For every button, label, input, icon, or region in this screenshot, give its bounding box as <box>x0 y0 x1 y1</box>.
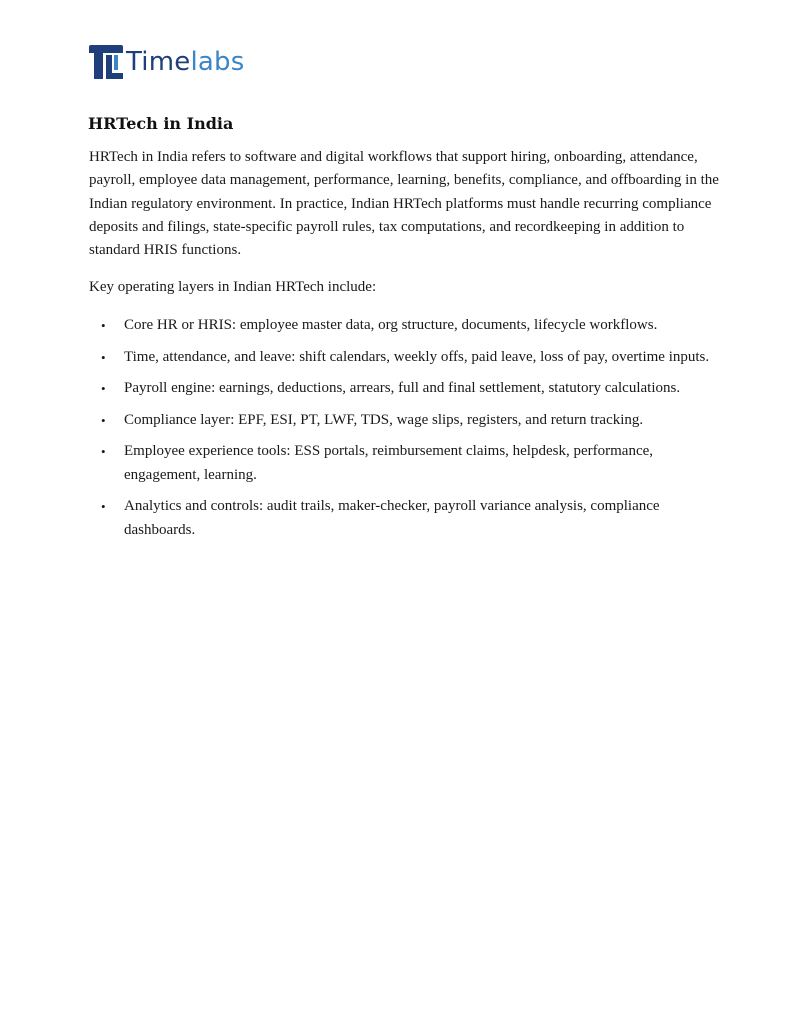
document-content <box>89 110 719 550</box>
list-item-text: Employee experience tools: ESS portals, reimbursement claims, helpdesk, performance, engagement, learning. <box>124 443 654 483</box>
logo-word-time: Time <box>126 47 191 77</box>
bullet-icon: • <box>101 318 106 334</box>
list-item <box>89 314 719 338</box>
intro-paragraph: HRTech in India refers to software and digital workflows that support hiring, onboarding, attendance, payroll, employee data management, performance, learning, benefits, compliance, and offboarding in the Indian regulatory environment. In practice, Indian HRTech platforms must handle recurring compliance deposits and filings, state-specific payroll rules, tax computations, and recordkeeping in addition to standard HRIS functions. <box>89 149 719 259</box>
list-item <box>89 495 719 542</box>
operating-layers-list <box>89 314 719 542</box>
logo-wordmark <box>126 45 244 79</box>
timelabs-logo <box>88 44 244 80</box>
bullet-icon: • <box>101 412 106 428</box>
list-item-text: Time, attendance, and leave: shift calendars, weekly offs, paid leave, loss of pay, overtime inputs. <box>124 348 710 365</box>
list-intro: Key operating layers in Indian HRTech include: <box>89 279 377 296</box>
list-item-text: Core HR or HRIS: employee master data, org structure, documents, lifecycle workflows. <box>124 317 658 334</box>
list-item <box>89 409 719 433</box>
document-title: HRTech in India <box>88 114 234 133</box>
list-item <box>89 377 719 401</box>
bullet-icon: • <box>101 499 106 515</box>
list-item-text: Compliance layer: EPF, ESI, PT, LWF, TDS, wage slips, registers, and return tracking. <box>124 411 644 428</box>
bullet-icon: • <box>101 381 106 397</box>
bullet-icon: • <box>101 349 106 365</box>
list-item-text: Payroll engine: earnings, deductions, arrears, full and final settlement, statutory calculations. <box>124 380 681 397</box>
list-item-text: Analytics and controls: audit trails, maker-checker, payroll variance analysis, compliance dashboards. <box>124 498 660 538</box>
logo-word-labs: labs <box>190 47 245 77</box>
list-item <box>89 346 719 370</box>
list-item <box>89 440 719 487</box>
timelabs-logo-icon <box>88 45 124 79</box>
bullet-icon: • <box>101 444 106 460</box>
